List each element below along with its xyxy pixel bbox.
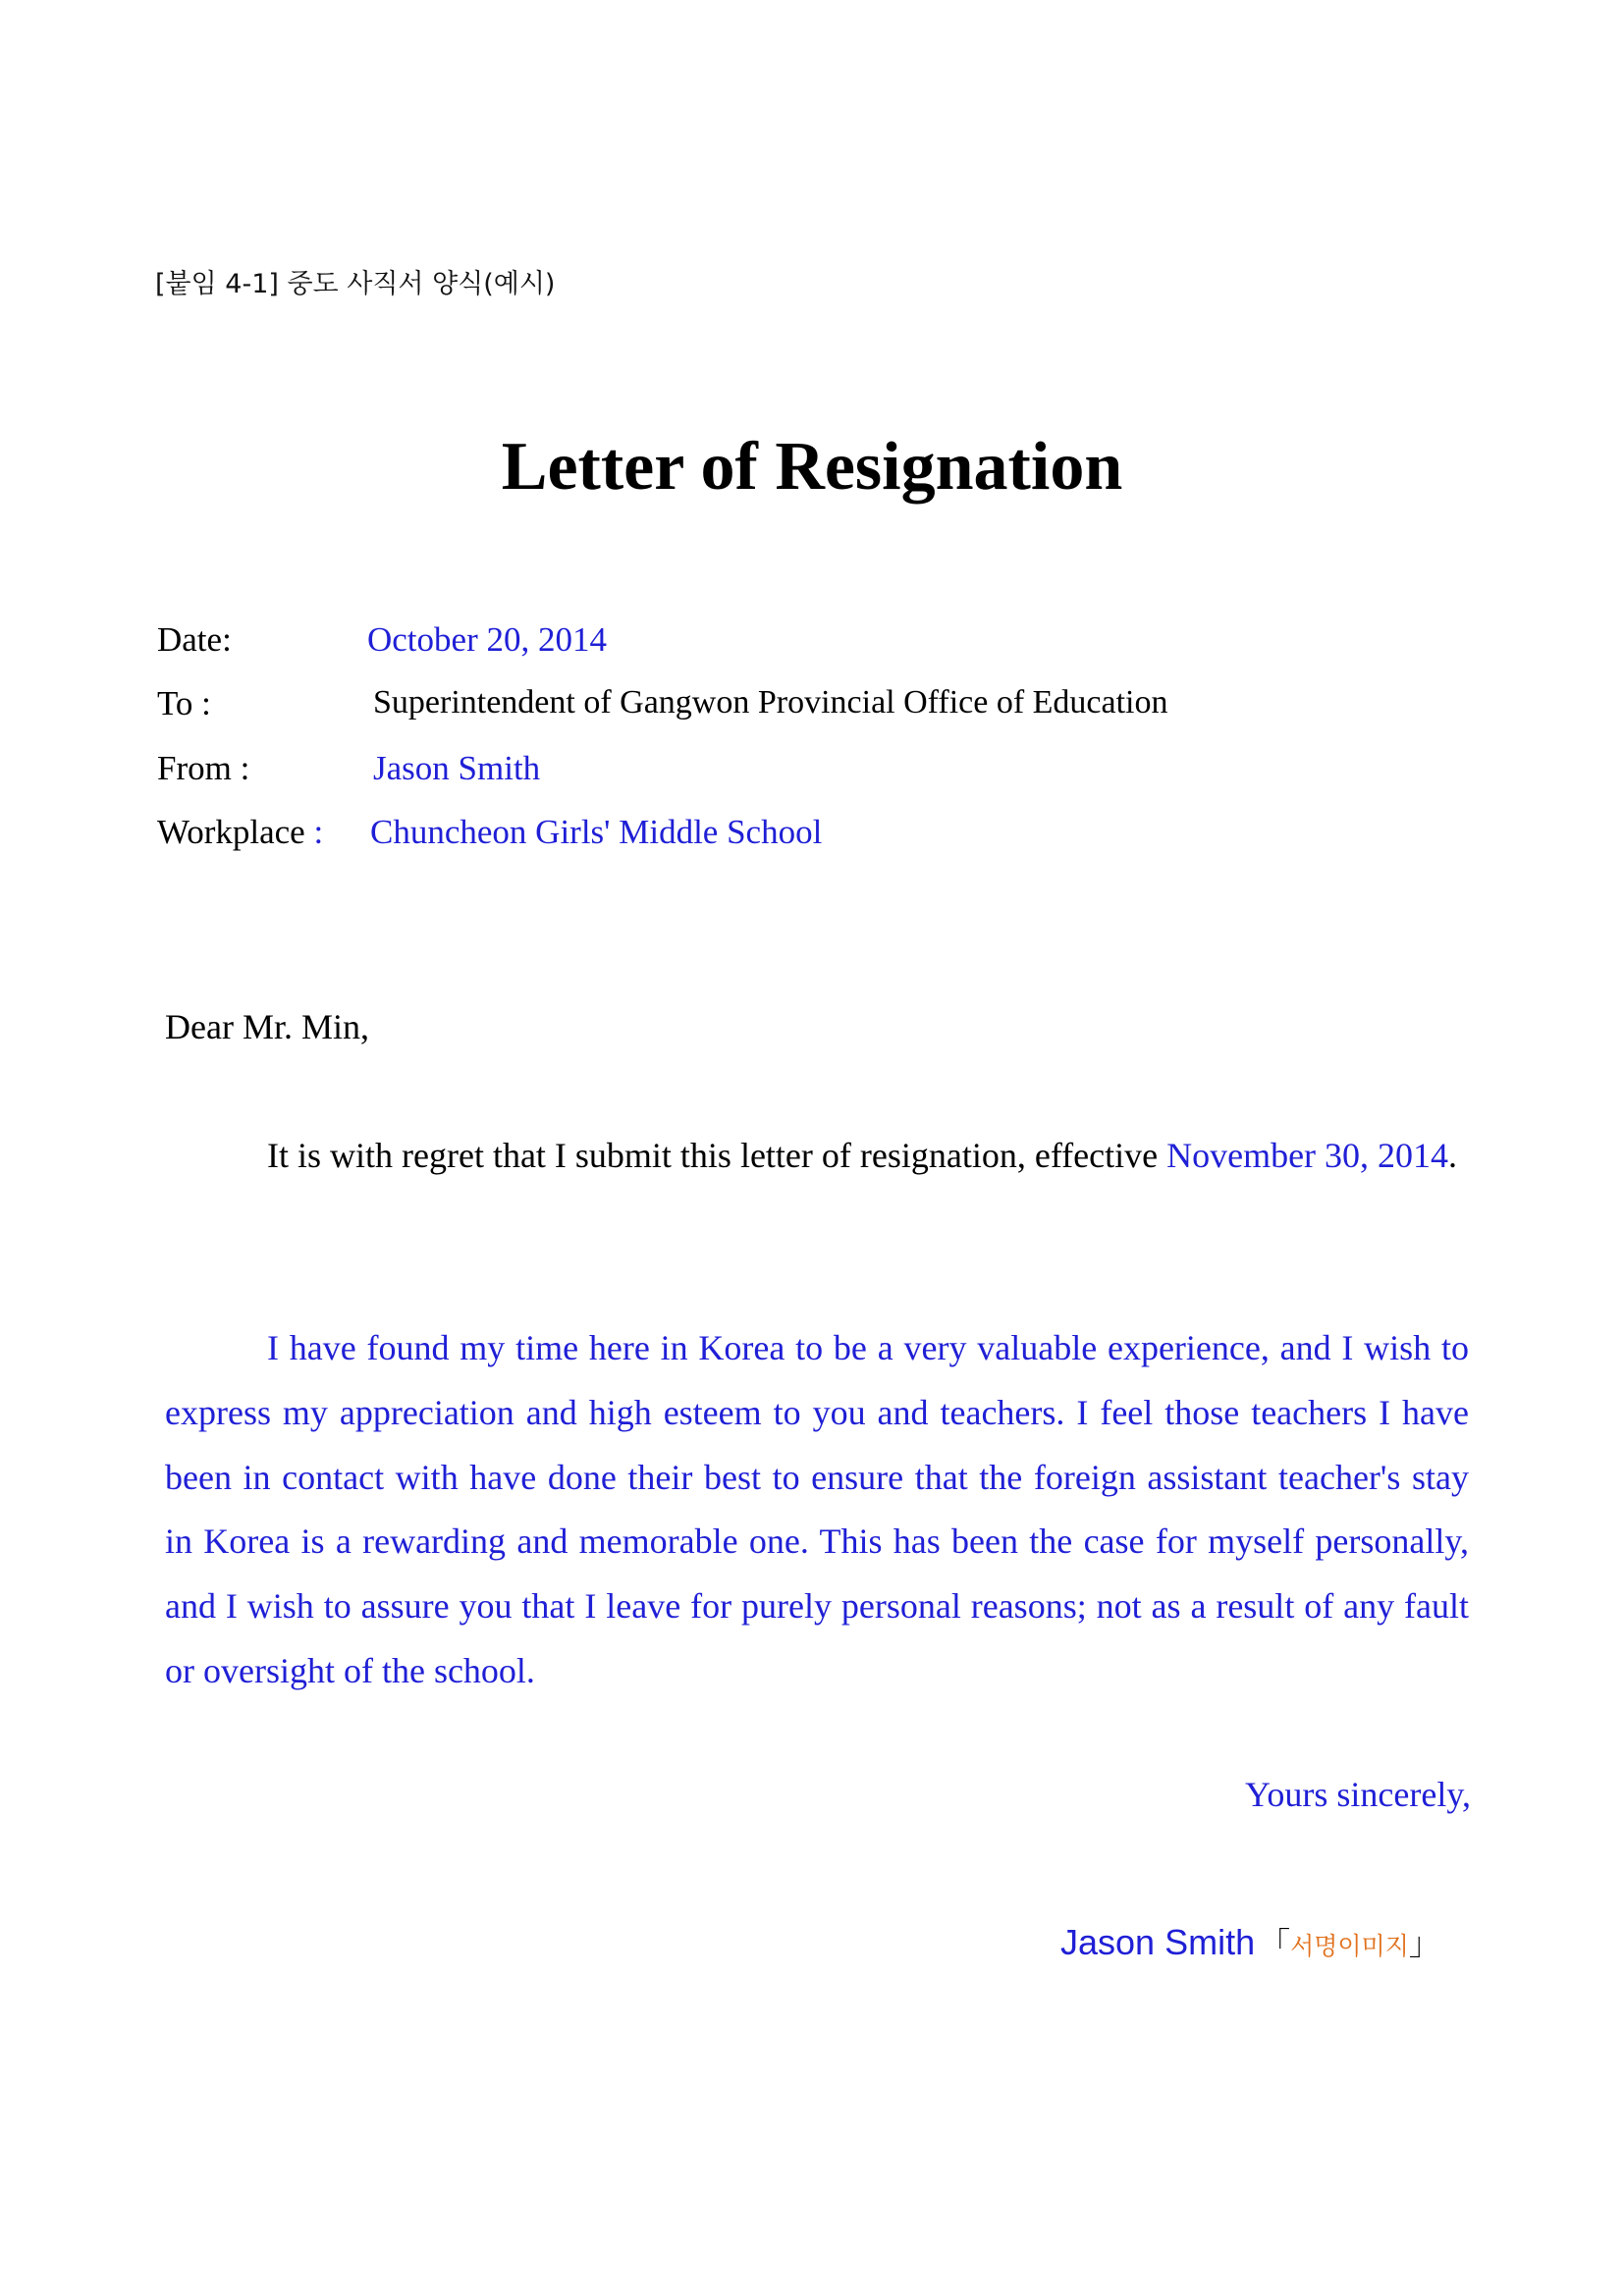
to-label: To : — [157, 684, 211, 722]
body-line: and I wish to assure you that I leave for purely personal reasons; not as a result of any fault — [165, 1586, 1469, 1626]
salutation: Dear Mr. Min, — [165, 1007, 369, 1046]
paragraph-effective-date — [267, 1135, 1457, 1176]
workplace-label — [157, 813, 323, 852]
workplace-label-colon: : — [304, 813, 324, 851]
effective-date: November 30, 2014 — [1166, 1136, 1449, 1175]
signature-close-bracket: 」 — [1408, 1925, 1440, 1962]
date-label: Date: — [157, 620, 232, 659]
body-line: or oversight of the school. — [165, 1651, 535, 1690]
signature-name: Jason Smith — [1060, 1922, 1256, 1962]
document-title: Letter of Resignation — [501, 429, 1123, 505]
paragraph1-text: It is with regret that I submit this letter of resignation, effective — [267, 1136, 1167, 1175]
from-label: From : — [157, 749, 250, 787]
body-line: I have found my time here in Korea to be a very valuable experience, and I wish to — [267, 1328, 1469, 1367]
body-line: in Korea is a rewarding and memorable one. This has been the case for myself personally, — [165, 1522, 1469, 1561]
workplace-label-text: Workplace — [157, 813, 305, 851]
attachment-label: [붙임 4-1] 중도 사직서 양식(예시) — [155, 269, 556, 299]
date-value: October 20, 2014 — [367, 620, 607, 659]
to-value: Superintendent of Gangwon Provincial Office of Education — [373, 684, 1168, 721]
closing: Yours sincerely, — [1245, 1775, 1471, 1814]
signature-block — [1060, 1919, 1440, 1964]
from-value: Jason Smith — [373, 749, 541, 787]
signature-image-placeholder: 서명이미지 — [1290, 1932, 1409, 1960]
paragraph1-period: . — [1448, 1136, 1458, 1175]
signature-open-bracket: 「 — [1259, 1925, 1291, 1962]
body-line: express my appreciation and high esteem to you and teachers. I feel those teachers I have — [165, 1393, 1469, 1432]
workplace-value: Chuncheon Girls' Middle School — [370, 813, 823, 851]
body-line: been in contact with have done their best to ensure that the foreign assistant teacher's stay — [165, 1458, 1469, 1497]
